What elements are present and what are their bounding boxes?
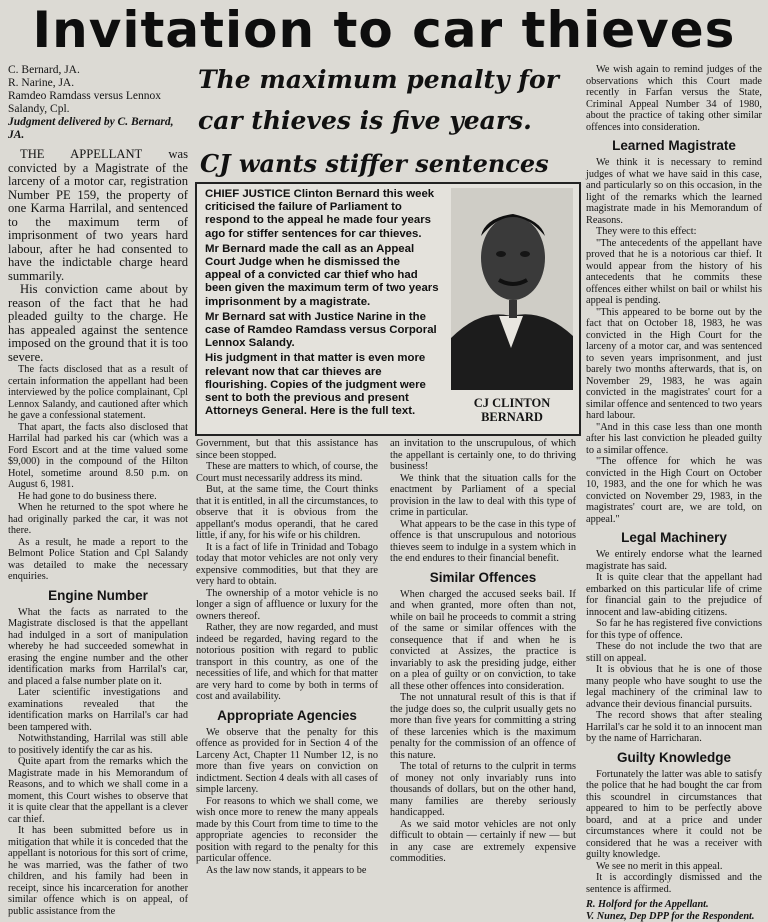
subheading: Guilty Knowledge bbox=[586, 749, 762, 767]
paragraph: Mr Bernard made the call as an Appeal Court Judge when he dismissed the appeal of a convicted car thief who had been given the maximum term of two years imprisonment by a magistrate. bbox=[205, 243, 439, 309]
paragraph: Rather, they are now regarded, and must indeed be regarded, having regard to the notorious position with regard to public transport in this country, as one of the necessities of life, and which for that matter are very hard to come by both in terms of cost and availability. bbox=[196, 622, 378, 703]
paragraph: We entirely endorse what the learned magistrate has said. bbox=[586, 549, 762, 572]
case-title: Ramdeo Ramdass versus Lennox Salandy, Cpl. bbox=[8, 90, 188, 116]
paragraph: As a result, he made a report to the Belmont Police Station and Cpl Salandy was detailed to make the necessary enquiries. bbox=[8, 537, 188, 583]
paragraph: "This appeared to be borne out by the fact that on October 18, 1983, he was convicted in the High Court for the larceny of a motor car, and was sentenced to seven years imprisonment, and just barely two months afterwards, that is, on November 29, 1983, he was again convicted in the magistrates' court for a similar offence and sentenced to two years hard labour. bbox=[586, 307, 762, 422]
paragraph: When charged the accused seeks bail. If and when granted, more often than not, while on bail he proceeds to commit a string of the same or similar offences with the consequence that if and when he is convicted at Assizes, the practice is invariably to ask the presiding judge, either on a plea of guilty or on conviction, to take all these other offences into consideration. bbox=[390, 589, 576, 693]
paragraph: What the facts as narrated to the Magistrate disclosed is that the appellant had indulged in a sort of manipulation whereby he had succeeded somewhat in erasing the engine number and the other identification marks from Harrilal's car, and placed a false number plate on it. bbox=[8, 607, 188, 688]
judge-name: R. Narine, JA. bbox=[8, 77, 188, 90]
paragraph: It is accordingly dismissed and the sentence is affirmed. bbox=[586, 872, 762, 895]
deck-line-3: CJ wants stiffer sentences bbox=[200, 148, 549, 180]
paragraph: When he returned to the spot where he had originally parked the car, it was not there. bbox=[8, 502, 188, 537]
paragraph: They were to this effect: bbox=[586, 226, 762, 238]
credit-line: V. Nunez, Dep DPP for the Respondent. bbox=[586, 911, 762, 922]
article-column-2 bbox=[196, 438, 378, 824]
paragraph: "And in this case less than one month after his last conviction he pleaded guilty to a similar offence. bbox=[586, 422, 762, 457]
portrait-image bbox=[451, 188, 573, 390]
paragraph: It is quite clear that the appellant had embarked on this particular life of crime for financial gain to the prejudice of innocent and law-abiding citizens. bbox=[586, 572, 762, 618]
paragraph: As we said motor vehicles are not only difficult to obtain — certainly if new — but in any case are extremely expensive commodities. bbox=[390, 819, 576, 865]
paragraph: That apart, the facts also disclosed that Harrilal had parked his car (which was a Ford Escort and at the time valued some $9,000) in the compound of the Hilton Hotel, sometime around 8.50 p.m. on August 6, 1981. bbox=[8, 422, 188, 491]
article-column-4 bbox=[586, 64, 762, 824]
judge-name: C. Bernard, JA. bbox=[8, 64, 188, 77]
paragraph: These are matters to which, of course, the Court must necessarily address its mind. bbox=[196, 461, 378, 484]
headline: Invitation to car thieves bbox=[0, 0, 768, 60]
paragraph: Quite apart from the remarks which the Magistrate made in his Memorandum of Reasons, and to which we shall come in a moment, this Court wishes to observe that it is quite clear that the appellant is a clever car thief. bbox=[8, 756, 188, 825]
paragraph: But, at the same time, the Court thinks that it is entitled, in all the circumstances, to observe that it is obvious from the appellant's modus operandi, that he cared little, if any, for his wife or his children. bbox=[196, 484, 378, 542]
subheading: Legal Machinery bbox=[586, 529, 762, 547]
paragraph: We observe that the penalty for this offence as provided for in Section 4 of the Larceny Act, Chapter 11 Number 12, is no more than five years on conviction on indictment. Section 4 deals with all cases of simple larceny. bbox=[196, 727, 378, 796]
paragraph: "The antecedents of the appellant have proved that he is a notorious car thief. It would appear from the history of his antecedents that he commits these offences either whilst on bail or whilst his appeal is pending. bbox=[586, 238, 762, 307]
paragraph: Notwithstanding, Harrilal was still able to positively identify the car as his. bbox=[8, 733, 188, 756]
portrait-photo bbox=[451, 188, 573, 390]
paragraph: The not unnatural result of this is that if the judge does so, the culprit usually gets no more than five years for committing a string of these larcenies which is the maximum penalty for the commission of an offence of this nature. bbox=[390, 692, 576, 761]
paragraph: The record shows that after stealing Harrilal's car he sold it to an innocent man by the name of Harricharan. bbox=[586, 710, 762, 745]
intro-box bbox=[195, 182, 581, 436]
paragraph: We wish again to remind judges of the observations which this Court made recently in Farfan versus the State, Criminal Appeal Number 34 of 1980, about the practice of taking other similar offences into consideration. bbox=[586, 64, 762, 133]
article-column-1 bbox=[8, 64, 188, 824]
paragraph: His conviction came about by reason of the fact that he had pleaded guilty to the charge. He has appealed against the sentence imposed on the ground that it is too severe. bbox=[8, 283, 188, 364]
paragraph: THE APPELLANT was convicted by a Magistrate of the larceny of a motor car, registration Number PE 159, the property of one Karma Harrilal, and sentenced to the maximum term of imprisonment of two years hard labour, after he had consented to have the indictable charge heard summarily. bbox=[8, 148, 188, 283]
paragraph: The ownership of a motor vehicle is no longer a sign of affluence or luxury for the owners thereof. bbox=[196, 588, 378, 623]
paragraph: He had gone to do business there. bbox=[8, 491, 188, 503]
counsel-credits bbox=[586, 899, 762, 922]
paragraph: We think it is necessary to remind judges of what we have said in this case, and particularly so on this occasion, in the light of the remarks which the learned magistrate made in his Memorandum of Reasons. bbox=[586, 157, 762, 226]
paragraph: Fortunately the latter was able to satisfy the police that he had bought the car from this scoundrel in circumstances that appeared to him to be perfectly above board, and at a price and under circumstances where it could not be considered that he was a receiver with guilty knowledge. bbox=[586, 769, 762, 861]
paragraph: For reasons to which we shall come, we wish once more to renew the many appeals made by this Court from time to time to the appropriate agencies to reconsider the position with regard to the penalty for this particular offence. bbox=[196, 796, 378, 865]
paragraph: Mr Bernard sat with Justice Narine in the case of Ramdeo Ramdass versus Corporal Lennox Salandy. bbox=[205, 311, 439, 351]
paragraph: His judgment in that matter is even more relevant now that car thieves are flourishing. Copies of the judgment were sent to both the previous and present Attorneys General. Here is the full text. bbox=[205, 352, 439, 418]
paragraph: It is a fact of life in Trinidad and Tobago today that motor vehicles are not only very expensive commodities, but that they are very hard to obtain. bbox=[196, 542, 378, 588]
paragraph: So far he has registered five convictions for this type of offence. bbox=[586, 618, 762, 641]
deck-line-1: The maximum penalty for bbox=[198, 64, 559, 96]
article-column-3 bbox=[390, 438, 576, 824]
paragraph: The facts disclosed that as a result of certain information the appellant had been interviewed by the police complainant, Cpl Lennox Salandy, and cautioned after which he gave a confessional statement. bbox=[8, 364, 188, 422]
subheading: Learned Magistrate bbox=[586, 137, 762, 155]
credit-line: R. Holford for the Appellant. bbox=[586, 899, 762, 911]
paragraph: an invitation to the unscrupulous, of which the appellant is certainly one, to do thriving business! bbox=[390, 438, 576, 473]
paragraph: Government, but that this assistance has since been stopped. bbox=[196, 438, 378, 461]
judgment-credit: Judgment delivered by C. Bernard, JA. bbox=[8, 116, 188, 142]
paragraph: As the law now stands, it appears to be bbox=[196, 865, 378, 877]
lead-paragraphs bbox=[8, 148, 188, 364]
paragraph: What appears to be the case in this type of offence is that unscrupulous and notorious thieves seem to indulge in a system which in the end endures to their financial benefit. bbox=[390, 519, 576, 565]
paragraph: CHIEF JUSTICE Clinton Bernard this week criticised the failure of Parliament to respond to the appeal he made four years ago for stiffer sentences for car thieves. bbox=[205, 188, 439, 241]
deck-line-2: car thieves is five years. bbox=[198, 104, 532, 138]
paragraph: We see no merit in this appeal. bbox=[586, 861, 762, 873]
subheading: Engine Number bbox=[8, 587, 188, 605]
intro-text bbox=[205, 188, 439, 432]
paragraph: These do not include the two that are still on appeal. bbox=[586, 641, 762, 664]
paragraph: It has been submitted before us in mitigation that while it is conceded that the appellant is notorious for this sort of crime, he was married, was the father of two children, and his family had been in receipt, since his incarceration for another similar offence which is on appeal, of public assistance from the bbox=[8, 825, 188, 917]
paragraph: The total of returns to the culprit in terms of money not only invariably runs into thousands of dollars, but on the other hand, many families are thereby seriously handicapped. bbox=[390, 761, 576, 819]
paragraph: It is obvious that he is one of those many people who have sought to use the legal machinery of the criminal law to advance their devious financial pursuits. bbox=[586, 664, 762, 710]
photo-caption: CJ CLINTON BERNARD bbox=[453, 396, 571, 424]
paragraph: Later scientific investigations and examinations revealed that the identification marks on Harrilal's car had been tampered with. bbox=[8, 687, 188, 733]
subheading: Similar Offences bbox=[390, 569, 576, 587]
paragraph: "The offence for which he was convicted in the High Court on October 10, 1983, and the one for which he was convicted on November 29, 1983, in the magistrates' court are, we are told, on appeal." bbox=[586, 456, 762, 525]
subheading: Appropriate Agencies bbox=[196, 707, 378, 725]
paragraph: We think that the situation calls for the enactment by Parliament of a special provision in the law to deal with this type of crime in particular. bbox=[390, 473, 576, 519]
